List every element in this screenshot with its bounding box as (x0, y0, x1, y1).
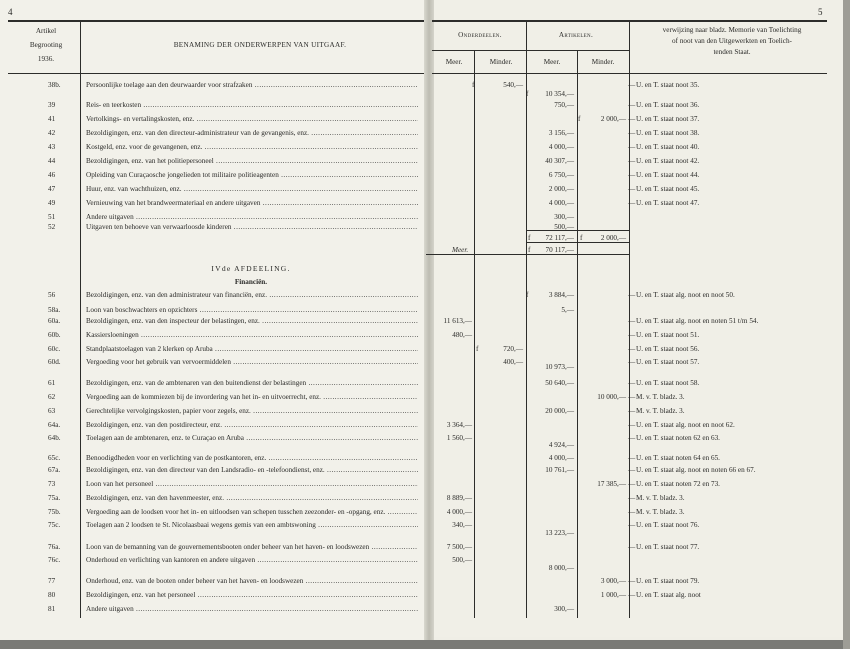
ref-dash: — (628, 358, 636, 366)
reference-note: U. en T. staat noot 36. (636, 101, 700, 109)
article-number: 64a. (48, 421, 61, 429)
subject-text: Kassiersloeningen ..... (86, 330, 418, 340)
article-number: 56 (48, 291, 56, 299)
article-number: 49 (48, 199, 56, 207)
header-ond-minder: Minder. (489, 58, 513, 66)
ref-dash: — (628, 143, 636, 151)
reference-note: U. en T. staat alg. noot en noten 51 t/m 54. (636, 317, 759, 325)
currency-f: f (528, 234, 531, 242)
amount-art-meer: 4 000,— (548, 199, 574, 207)
amount-art-minder: 17 385,— (597, 480, 626, 488)
ref-dash: — (628, 291, 636, 299)
amount-ond-meer: 1 560,— (446, 434, 472, 442)
ref-dash: — (628, 157, 636, 165)
currency-f: f (528, 246, 531, 254)
ref-dash: — (628, 185, 636, 193)
article-number: 47 (48, 185, 56, 193)
amount-art-meer: 10 354,— (545, 90, 574, 98)
reference-note: U. en T. staat noot 42. (636, 157, 700, 165)
article-number: 76a. (48, 543, 61, 551)
page-bottom-edge (0, 640, 850, 649)
amount-art-meer: 40 307,— (545, 157, 574, 165)
amount-ond-meer: 480,— (452, 331, 472, 339)
subject-text: Standplaatstoelagen van 2 klerken op Aruba ..... (86, 344, 418, 354)
ref-dash: — (628, 171, 636, 179)
article-number: 62 (48, 393, 56, 401)
ref-dash: — (628, 434, 636, 442)
amount-art-meer: 300,— (554, 213, 574, 221)
subject-text: Vergoeding aan de kommiezen bij de invordering van het in- en uitvoerrecht, enz. ..... (86, 392, 418, 402)
ref-dash: — (628, 543, 636, 551)
reference-note: U. en T. staat alg. noot (636, 591, 701, 599)
reference-note: U. en T. staat noot 51. (636, 331, 700, 339)
article-number: 63 (48, 407, 56, 415)
ref-dash: — (628, 81, 636, 89)
ref-dash: — (628, 480, 636, 488)
amount-ond-meer: 3 364,— (446, 421, 472, 429)
subject-text: Andere uitgaven ..... (86, 604, 418, 614)
article-number: 52 (48, 223, 56, 231)
subtotal-64: 4 924,— (548, 441, 574, 449)
article-number: 46 (48, 171, 56, 179)
subtotal-76: 8 000,— (548, 564, 574, 572)
col-rule-split (526, 20, 527, 618)
article-number: 39 (48, 101, 56, 109)
article-number: 64b. (48, 434, 61, 442)
currency-f: f (580, 234, 583, 242)
amount-ond-minder: 400,— (503, 358, 523, 366)
reference-note: U. en T. staat noten 72 en 73. (636, 480, 720, 488)
reference-note: U. en T. staat noot 45. (636, 185, 700, 193)
amount-ond-meer: 8 889,— (446, 494, 472, 502)
reference-note: M. v. T. bladz. 3. (636, 508, 685, 516)
ref-dash: — (628, 521, 636, 529)
amount-art-meer: 300,— (554, 605, 574, 613)
article-number: 51 (48, 213, 56, 221)
header-art-meer: Meer. (543, 58, 561, 66)
article-number: 76c. (48, 556, 61, 564)
amount-art-meer: 4 000,— (548, 143, 574, 151)
header-ref-line1: verwijzing naar bladz. Memorie van Toelichting (662, 26, 802, 34)
section-title: IVde AFDEELING. (211, 264, 291, 273)
reference-note: U. en T. staat alg. noot en noot 50. (636, 291, 735, 299)
article-number: 61 (48, 379, 56, 387)
ref-dash: — (628, 199, 636, 207)
subject-text: Loon van de bemanning van de gouvernementsbooten onder beheer van het haven- en loodswezen ..... (86, 542, 418, 552)
article-number: 38b. (48, 81, 61, 89)
right-page-number: 5 (818, 7, 823, 17)
ref-dash: — (628, 466, 636, 474)
article-number: 75b. (48, 508, 61, 516)
subtotal-60: 10 973,— (545, 363, 574, 371)
amount-ond-meer: 340,— (452, 521, 472, 529)
amount-art-meer: 3 884,— (548, 291, 574, 299)
article-number: 65c. (48, 454, 61, 462)
header-ond-meer: Meer. (445, 58, 463, 66)
col-rule-ond (474, 50, 475, 618)
subject-text: Vertolkings- en vertalingskosten, enz. ..... (86, 114, 418, 124)
amount-ond-meer: 7 500,— (446, 543, 472, 551)
subject-text: Bezoldigingen, enz. van den postdirecteur, enz. ..... (86, 420, 418, 430)
reference-note: U. en T. staat noot 35. (636, 81, 700, 89)
left-page-number: 4 (8, 7, 13, 17)
amount-ond-meer: 4 000,— (446, 508, 472, 516)
reference-note: U. en T. staat noot 79. (636, 577, 700, 585)
header-bottom-rule-left (8, 73, 424, 74)
ref-dash: — (628, 345, 636, 353)
col-rule-artikel (80, 20, 81, 618)
reference-note: U. en T. staat noot 58. (636, 379, 700, 387)
amount-art-meer: 3 156,— (548, 129, 574, 137)
subject-text: Bezoldigingen, enz. van den inspecteur der belastingen, enz. ..... (86, 316, 418, 326)
header-artikelen: Artikelen. (558, 31, 594, 39)
subject-text: Bezoldigingen, enz. van den directeur-administrateur van de gevangenis, enz. ..... (86, 128, 418, 138)
subject-text: Onderhoud en verlichting van kantoren en andere uitgaven ..... (86, 555, 418, 565)
subject-text: Toelagen aan 2 loodsen te St. Nicolaasbaai wegens gemis van een ambtswoning ..... (86, 520, 418, 530)
amount-art-meer: 4 000,— (548, 454, 574, 462)
ref-dash: — (628, 101, 636, 109)
subject-text: Onderhoud, enz. van de booten onder beheer van het haven- en loodswezen ..... (86, 576, 418, 586)
subject-text: Reis- en teerkosten ..... (86, 100, 418, 110)
subject-text: Bezoldigingen, enz. van den havenmeester, enz. ..... (86, 493, 418, 503)
article-number: 75c. (48, 521, 61, 529)
section-subtitle: Financiën. (234, 278, 268, 286)
ref-dash: — (628, 591, 636, 599)
ref-dash: — (628, 115, 636, 123)
subtotal-75: 13 223,— (545, 529, 574, 537)
ref-dash: — (628, 317, 636, 325)
reference-note: U. en T. staat noten 62 en 63. (636, 434, 720, 442)
header-artikel: Artikel (35, 27, 57, 35)
page-right-edge (843, 0, 850, 649)
header-ref-line3: tenden Staat. (713, 48, 751, 56)
currency-f: f (476, 345, 479, 353)
article-number: 44 (48, 157, 56, 165)
subject-text: Persoonlijke toelage aan den deurwaarder voor strafzaken ..... (86, 80, 418, 90)
reference-note: U. en T. staat noot 57. (636, 358, 700, 366)
header-top-rule-left (8, 20, 424, 22)
subject-text: Vergoeding voor het gebruik van vervoermiddelen ..... (86, 357, 418, 367)
header-subject: BENAMING DER ONDERWERPEN VAN UITGAAF. (173, 41, 347, 49)
article-number: 80 (48, 591, 56, 599)
subject-text: Opleiding van Curaçaosche jongelieden tot militaire politieagenten ..... (86, 170, 418, 180)
reference-note: U. en T. staat noot 44. (636, 171, 700, 179)
amount-ond-minder: 720,— (503, 345, 523, 353)
subject-text: Bezoldigingen, enz. van het politiepersoneel ..... (86, 156, 418, 166)
amount-ond-meer: 11 613,— (443, 317, 472, 325)
ref-dash: — (628, 129, 636, 137)
subject-text: Bezoldigingen, enz. van den directeur van den Landsradio- en -telefoondienst, enz. ..... (86, 465, 418, 475)
amount-ond-minder: 540,— (503, 81, 523, 89)
article-number: 81 (48, 605, 56, 613)
ref-dash: — (628, 393, 636, 401)
article-number: 43 (48, 143, 56, 151)
article-number: 60a. (48, 317, 61, 325)
header-onderdeelen: Onderdeelen. (458, 31, 502, 39)
ref-dash: — (628, 494, 636, 502)
header-ref-line2: of noot van den Uitgewerkten en Toelich- (672, 37, 792, 45)
article-number: 58a. (48, 306, 61, 314)
currency-f: f (526, 90, 529, 98)
amount-art-meer: 2 000,— (548, 185, 574, 193)
ref-dash: — (628, 407, 636, 415)
article-number: 60d. (48, 358, 61, 366)
reference-note: M. v. T. bladz. 3. (636, 407, 685, 415)
reference-note: U. en T. staat noot 77. (636, 543, 700, 551)
amount-art-meer: 10 761,— (545, 466, 574, 474)
reference-note: U. en T. staat noot 56. (636, 345, 700, 353)
ref-dash: — (628, 421, 636, 429)
subject-text: Bezoldigingen, enz. van de ambtenaren van den buitendienst der belastingen ..... (86, 378, 418, 388)
article-number: 42 (48, 129, 56, 137)
total-net-label: Meer. (452, 246, 469, 254)
subject-text: Vergoeding aan de loodsen voor het in- en uitloodsen van schepen tusschen zeezonder- en -opgang, enz. ..... (86, 507, 418, 517)
currency-f: f (472, 81, 475, 89)
article-number: 67a. (48, 466, 61, 474)
total-minder: 2 000,— (600, 234, 626, 242)
header-art-minder: Minder. (591, 58, 615, 66)
subject-text: Gerechtelijke vervolgingskosten, papier voor zegels, enz. ..... (86, 406, 418, 416)
book-gutter (424, 0, 434, 649)
ref-dash: — (628, 508, 636, 516)
amount-art-meer: 20 000,— (545, 407, 574, 415)
amount-art-meer: 6 750,— (548, 171, 574, 179)
total-meer: 72 117,— (545, 234, 574, 242)
article-number: 60b. (48, 331, 61, 339)
ref-dash: — (628, 379, 636, 387)
amount-art-minder: 1 000,— (600, 591, 626, 599)
subject-text: Andere uitgaven ..... (86, 212, 418, 222)
subject-text: Benoodigdheden voor en verlichting van de postkantoren, enz. ..... (86, 453, 418, 463)
subject-text: Vernieuwing van het brandweermateriaal en andere uitgaven ..... (86, 198, 418, 208)
subject-text: Loon van boschwachters en opzichters ..... (86, 305, 418, 315)
total-net: 70 117,— (545, 246, 574, 254)
subject-text: Uitgaven ten behoeve van verwaarloosde kinderen ..... (86, 222, 418, 232)
reference-note: U. en T. staat noot 38. (636, 129, 700, 137)
article-number: 60c. (48, 345, 61, 353)
reference-note: U. en T. staat noten 64 en 65. (636, 454, 720, 462)
amount-art-meer: 5,— (561, 306, 574, 314)
reference-note: M. v. T. bladz. 3. (636, 393, 685, 401)
reference-note: U. en T. staat noot 40. (636, 143, 700, 151)
reference-note: U. en T. staat noot 37. (636, 115, 700, 123)
header-year: 1936. (37, 55, 55, 63)
reference-note: U. en T. staat noot 76. (636, 521, 700, 529)
reference-note: M. v. T. bladz. 3. (636, 494, 685, 502)
subject-text: Loon van het personeel ..... (86, 479, 418, 489)
article-number: 41 (48, 115, 56, 123)
subject-text: Bezoldigingen, enz. van den administrateur van financiën, enz. ..... (86, 290, 418, 300)
article-number: 75a. (48, 494, 61, 502)
subject-text: Bezoldigingen, enz. van het personeel ..... (86, 590, 418, 600)
article-number: 73 (48, 480, 56, 488)
header-reference (632, 25, 832, 58)
currency-f: f (578, 115, 581, 123)
ref-dash: — (628, 454, 636, 462)
reference-note: U. en T. staat alg. noot en noot 62. (636, 421, 735, 429)
amount-art-meer: 500,— (554, 223, 574, 231)
subject-text: Toelagen aan de ambtenaren, enz. te Curaçao en Aruba ..... (86, 433, 418, 443)
reference-note: U. en T. staat alg. noot en noten 66 en 67. (636, 466, 756, 474)
subject-text: Huur, enz. van wachthuizen, enz. ..... (86, 184, 418, 194)
amount-art-minder: 2 000,— (600, 115, 626, 123)
reference-note: U. en T. staat noot 47. (636, 199, 700, 207)
subject-text: Kostgeld, enz. voor de gevangenen, enz. ..... (86, 142, 418, 152)
header-begrooting: Begrooting (29, 41, 63, 49)
col-rule-art (577, 50, 581, 618)
amount-art-meer: 750,— (554, 101, 574, 109)
amount-art-meer: 50 640,— (545, 379, 574, 387)
ref-dash: — (628, 577, 636, 585)
article-number: 77 (48, 577, 56, 585)
amount-art-minder: 3 000,— (600, 577, 626, 585)
currency-f: f (526, 291, 529, 299)
ref-dash: — (628, 331, 636, 339)
amount-ond-meer: 500,— (452, 556, 472, 564)
amount-art-minder: 10 000,— (597, 393, 626, 401)
header-mid-rule (432, 50, 629, 51)
